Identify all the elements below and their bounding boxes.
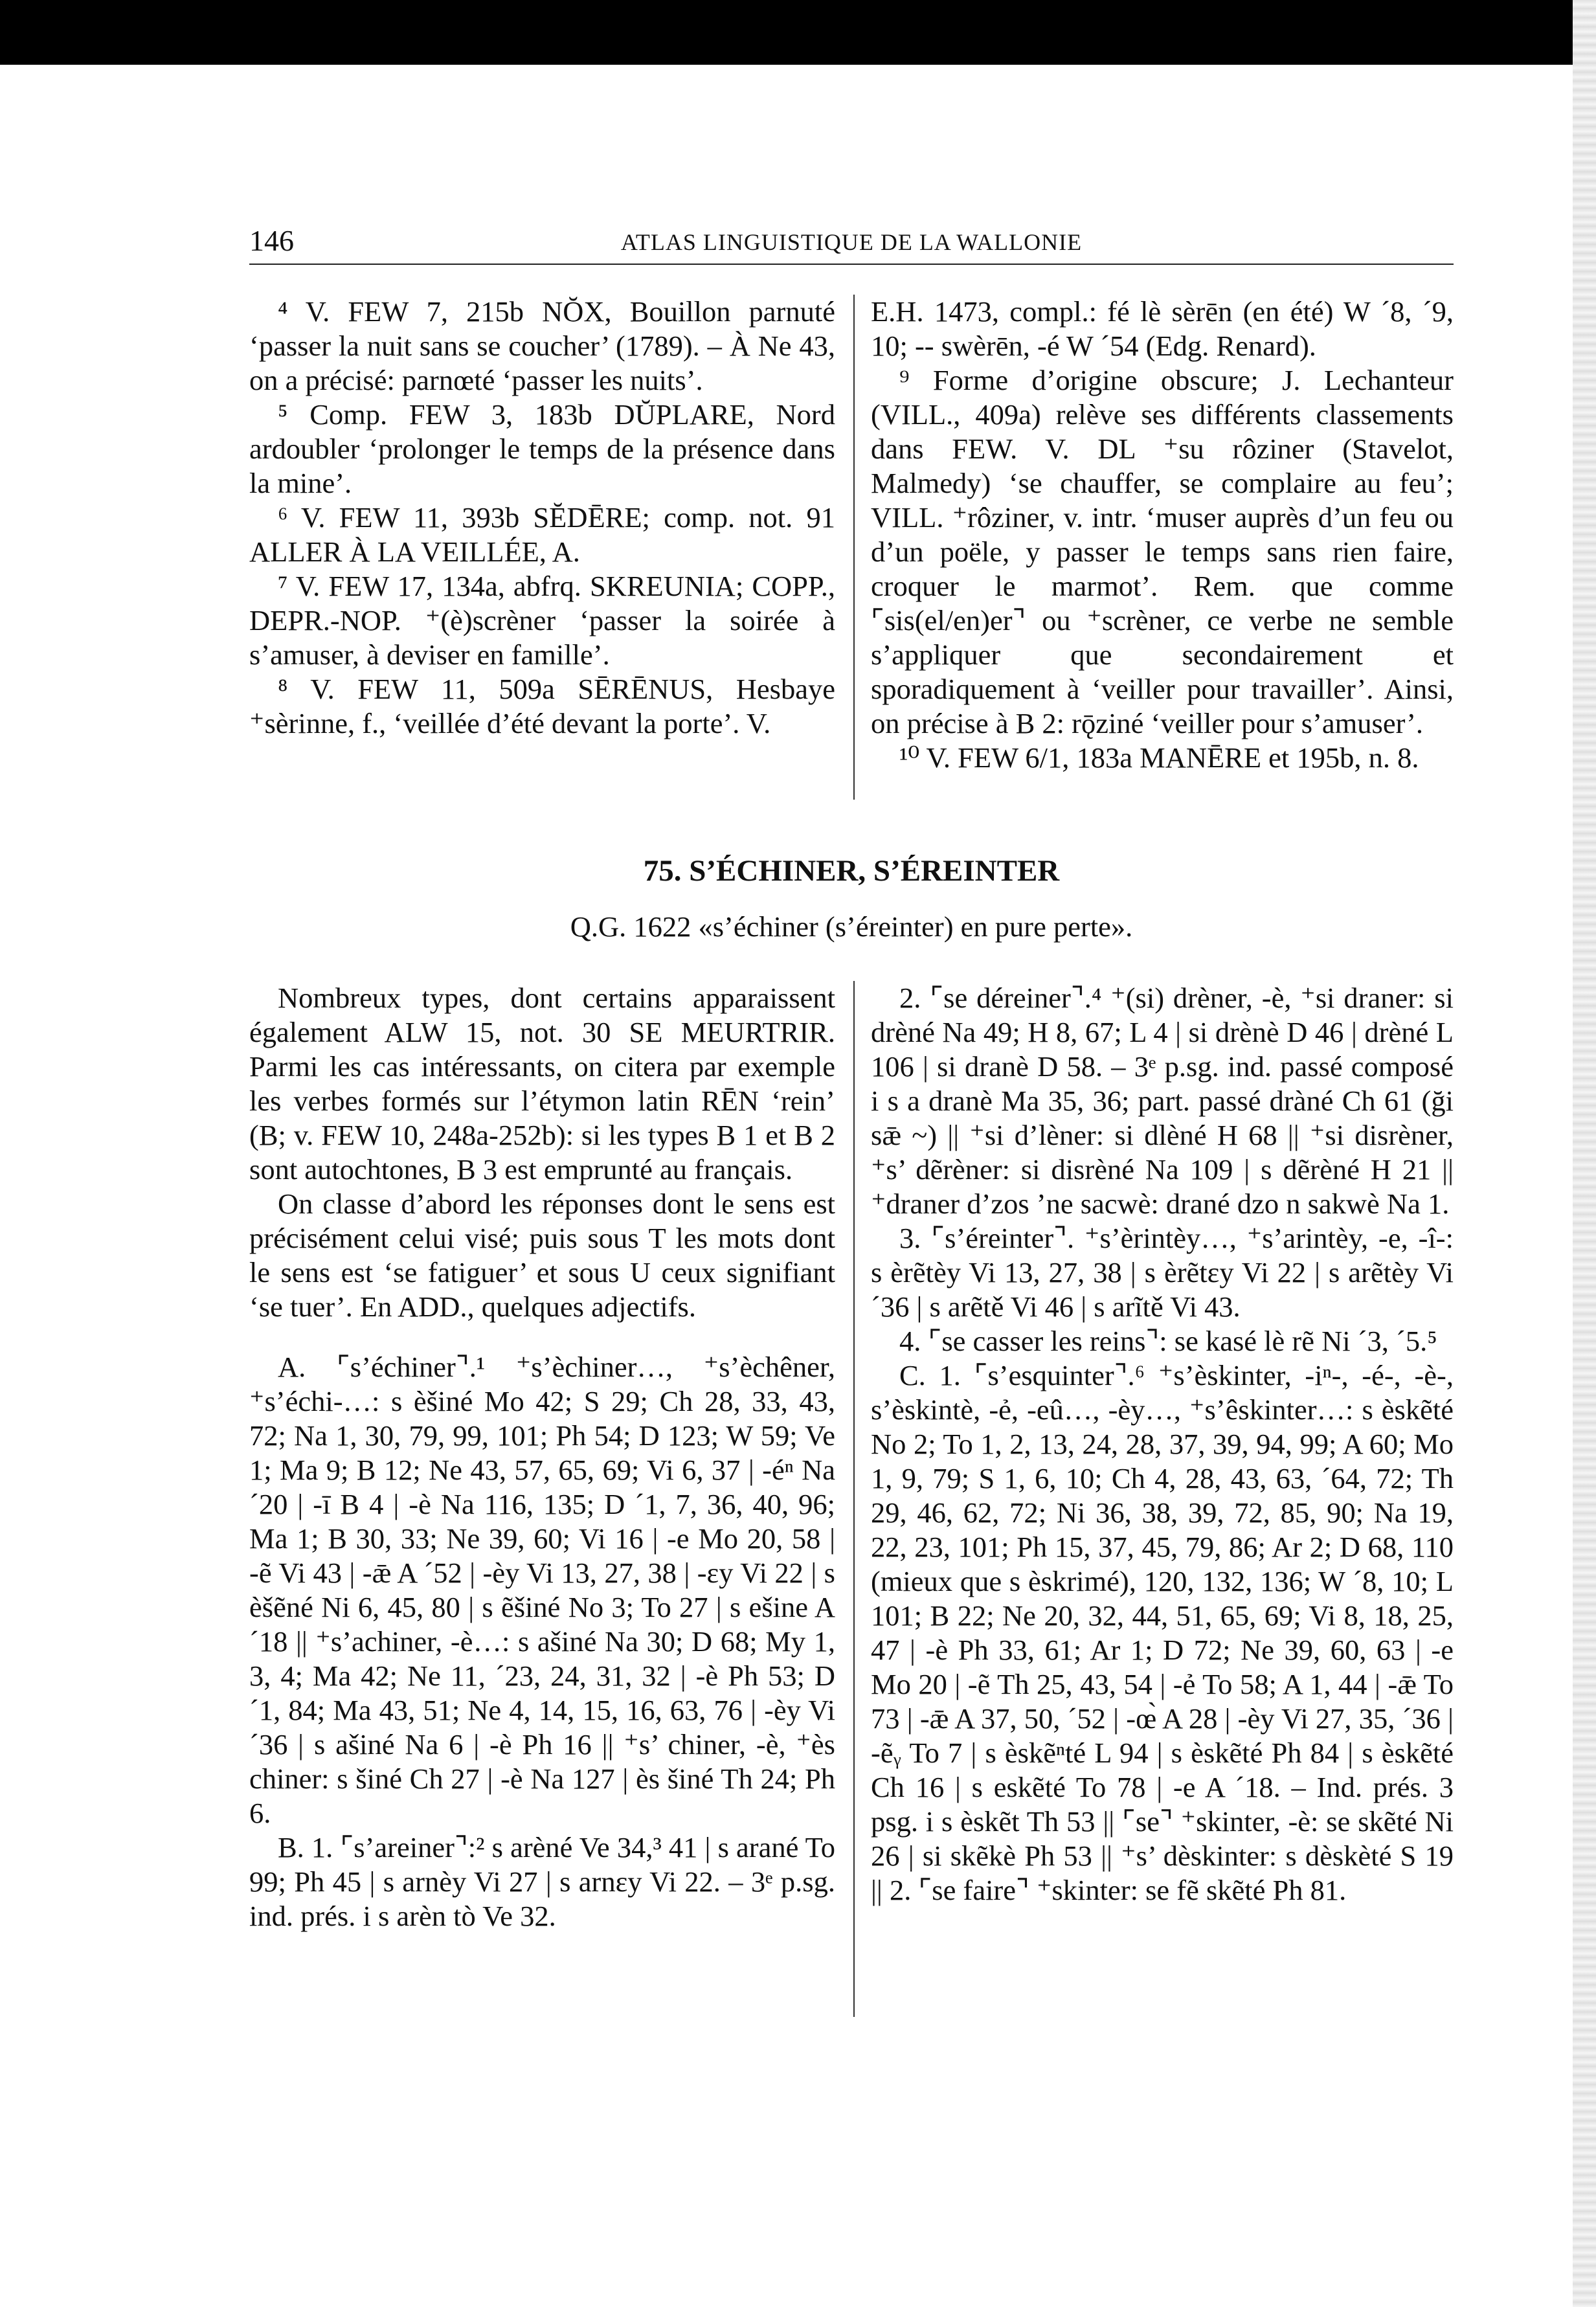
- article-subtitle: Q.G. 1622 «s’échiner (s’éreinter) en pure perte».: [570, 910, 1133, 943]
- footnote: ⁵ Comp. FEW 3, 183b DŬPLARE, Nord ardoubler ‘prolonger le temps de la présence dans la mine’.: [249, 398, 835, 499]
- footnote: ⁴ V. FEW 7, 215b NŎX, Bouillon parnuté ‘passer la nuit sans se coucher’ (1789). – À Ne 43, on a précisé: parnœté ‘passer les nuits’.: [249, 295, 835, 396]
- footnotes-right-column: [871, 295, 1454, 775]
- footnotes-left-column: [249, 295, 835, 741]
- footnote: ⁸ V. FEW 11, 509a SĒRĒNUS, Hesbaye ⁺sèrinne, f., ‘veillée d’été devant la porte’. V.: [249, 673, 835, 739]
- article-title: 75. S’ÉCHINER, S’ÉREINTER: [643, 854, 1060, 888]
- body-paragraph: 2. ⌜se déreiner⌝.⁴ ⁺(si) drèner, -è, ⁺si draner: si drèné Na 49; H 8, 67; L 4 | si drènè D 46 | drèné L 106 | si dranè D 58. – 3ᵉ p.sg. ind. passé composé i s a dranè Ma 35, 36; part. passé dràné Ch 61 (ği sǣ ~) || ⁺si d’lèner: si dlèné H 68 || ⁺si disrèner, ⁺s’ dẽrèner: si disrèné Na 109 | s dẽrèné H 21 || ⁺draner d’zos ’ne sacwè: drané dzo n sakwè Na 1.: [871, 982, 1454, 1220]
- body-paragraph: A. ⌜s’échiner⌝.¹ ⁺s’èchiner…, ⁺s’èchêner, ⁺s’échi-…: s èšiné Mo 42; S 29; Ch 28, 33, 43, 72; Na 1, 30, 79, 99, 101; Ph 54; D 123; W 59; Ve 1; Ma 9; B 12; Ne 43, 57, 65, 69; Vi 6, 37 | -éⁿ Na ´20 | -ī B 4 | -è Na 116, 135; D ´1, 7, 36, 40, 96; Ma 1; B 30, 33; Ne 39, 60; Vi 16 | -e Mo 20, 58 | -ẽ Vi 43 | -ǣ A ´52 | -èy Vi 13, 27, 38 | -ɛy Vi 22 | s èšẽné Ni 6, 45, 80 | s ẽšiné No 3; To 27 | s ešine A ´18 || ⁺s’achiner, -è…: s ašiné Na 30; D 68; My 1, 3, 4; Ma 42; Ne 11, ´23, 24, 31, 32 | -è Ph 53; D ´1, 84; Ma 43, 51; Ne 4, 14, 15, 16, 63, 76 | -èy Vi ´36 | s ašiné Na 6 | -è Ph 16 || ⁺s’ chiner, -è, ⁺ès chiner: s šiné Ch 27 | -è Na 127 | ès šiné Th 24; Ph 6.: [249, 1351, 835, 1829]
- footnote: ⁷ V. FEW 17, 134a, abfrq. SKREUNIA; COPP., DEPR.-NOP. ⁺(è)scrèner ‘passer la soirée à s’amuser, à deviser en famille’.: [249, 570, 835, 671]
- footnote: ⁶ V. FEW 11, 393b SĔDĒRE; comp. not. 91 ALLER À LA VEILLÉE, A.: [249, 501, 835, 568]
- footnote: ¹⁰ V. FEW 6/1, 183a MANĒRE et 195b, n. 8.: [899, 741, 1419, 774]
- scan-top-border: [0, 0, 1596, 65]
- body-paragraph: 3. ⌜s’éreinter⌝. ⁺s’èrintèy…, ⁺s’arintèy, -e, -î-: s èrẽtèy Vi 13, 27, 38 | s èrẽtɛy Vi 22 | s arẽtèy Vi ´36 | s arẽtě Vi 46 | s arĩtě Vi 43.: [871, 1222, 1454, 1323]
- body-paragraph: On classe d’abord les réponses dont le sens est précisément celui visé; puis sous T les mots dont le sens est ‘se fatiguer’ et sous U ceux signifiant ‘se tuer’. En ADD., quelques adjectifs.: [249, 1187, 835, 1323]
- body-right-column: [871, 981, 1454, 1907]
- body-paragraph: B. 1. ⌜s’areiner⌝:² s arèné Ve 34,³ 41 | s arané To 99; Ph 45 | s arnèy Vi 27 | s arnɛy Vi 22. – 3ᵉ p.sg. ind. prés. i s arèn tò Ve 32.: [249, 1831, 835, 1932]
- body-paragraph: C. 1. ⌜s’esquinter⌝.⁶ ⁺s’èskinter, -iⁿ-, -é-, -è-, s’èskintè, -ẻ, -eû…, -èy…, ⁺s’êskinter…: s èskẽté No 2; To 1, 2, 13, 24, 28, 37, 39, 94, 99; A 60; Mo 1, 9, 79; S 1, 6, 10; Ch 4, 28, 43, 63, ´64, 72; Th 29, 46, 62, 72; Ni 36, 38, 39, 72, 85, 90; Na 19, 22, 23, 101; Ph 15, 37, 45, 79, 86; Ar 2; D 68, 110 (mieux que s èskrimé), 120, 132, 136; W ´8, 10; L 101; B 22; Ne 20, 32, 44, 51, 65, 69; Vi 8, 18, 25, 47 | -è Ph 33, 61; Ar 1; D 72; Ne 39, 60, 63 | -e Mo 20 | -ẽ Th 25, 43, 54 | -ẻ To 58; A 1, 44 | -ǣ To 73 | -ǣ A 37, 50, ´52 | -œ̀ A 28 | -èy Vi 27, 35, ´36 | -ẽᵧ To 7 | s èskẽⁿté L 94 | s èskẽté Ph 84 | s èskẽté Ch 16 | s eskẽté To 78 | -e A ´18. – Ind. prés. 3 psg. i s èskẽt Th 53 || ⌜se⌝ ⁺skinter, -è: se skẽté Ni 26 | si skẽkè Ph 53 || ⁺s’ dèskinter: s dèskèté S 19 || 2. ⌜se faire⌝ ⁺skinter: se fẽ skẽté Ph 81.: [871, 1359, 1454, 1906]
- page-header: [249, 223, 1454, 265]
- body-paragraph: Nombreux types, dont certains apparaissent également ALW 15, not. 30 SE MEURTRIR. Parmi les cas intéressants, on citera par exemple les verbes formés sur l’étymon latin RĒN ‘rein’ (B; v. FEW 10, 248a-252b): si les types B 1 et B 2 sont autochtones, B 3 est emprunté au français.: [249, 982, 835, 1186]
- column-divider: [853, 981, 855, 2017]
- footnote: E.H. 1473, compl.: fé lè sèrēn (en été) W ´8, ´9, 10; -- swèrēn, -é W ´54 (Edg. Renard).: [871, 295, 1454, 362]
- scan-right-edge: [1573, 0, 1596, 2307]
- footnote: ⁹ Forme d’origine obscure; J. Lechanteur (VILL., 409a) relève ses différents classements dans FEW. V. DL ⁺su rôziner (Stavelot, Malmedy) ‘se chauffer, se complaire au feu’; VILL. ⁺rôziner, v. intr. ‘muser auprès d’un feu ou d’un poële, y passer le temps sans rien faire, croquer le marmot’. Rem. que comme ⌜sis(el/en)er⌝ ou ⁺scrèner, ce verbe ne semble s’appliquer que secondairement et sporadiquement à ‘veiller pour travailler’. Ainsi, on précise à B 2: rǭziné ‘veiller pour s’amuser’.: [871, 364, 1454, 739]
- column-divider: [853, 295, 855, 800]
- running-title: ATLAS LINGUISTIQUE DE LA WALLONIE: [620, 229, 1083, 255]
- body-paragraph: 4. ⌜se casser les reins⌝: se kasé lè rẽ Ni ´3, ´5.⁵: [899, 1325, 1437, 1357]
- page-number: 146: [249, 224, 294, 257]
- paragraph-gap: [249, 1324, 835, 1350]
- body-left-column: [249, 981, 835, 1933]
